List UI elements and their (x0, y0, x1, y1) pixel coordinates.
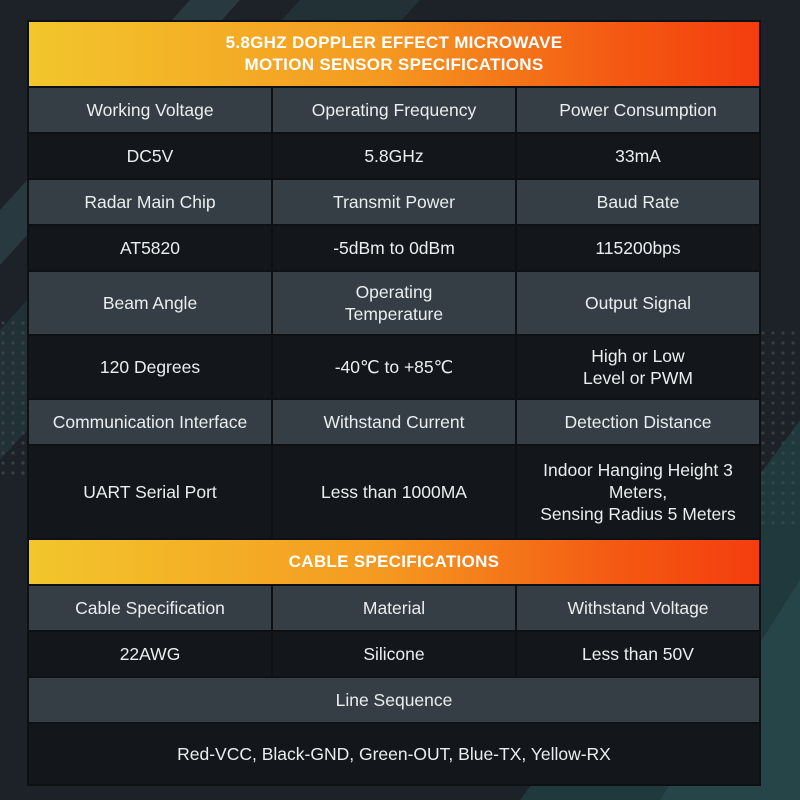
spec-row-labels-4 (29, 398, 759, 444)
value-communication-interface: UART Serial Port (29, 446, 271, 538)
label-cable-specification: Cable Specification (29, 586, 271, 630)
label-radar-main-chip: Radar Main Chip (29, 180, 271, 224)
spec-row-values-1 (29, 132, 759, 178)
value-working-voltage: DC5V (29, 134, 271, 178)
value-cable-specification: 22AWG (29, 632, 271, 676)
cable-title: CABLE SPECIFICATIONS (288, 552, 500, 571)
label-withstand-current: Withstand Current (271, 400, 515, 444)
spec-row-values-2 (29, 224, 759, 270)
value-radar-main-chip: AT5820 (29, 226, 271, 270)
line-sequence-label-row (29, 676, 759, 722)
label-baud-rate: Baud Rate (515, 180, 759, 224)
spec-row-labels-2 (29, 178, 759, 224)
value-operating-temperature: -40℃ to +85℃ (271, 336, 515, 398)
cable-row-values (29, 630, 759, 676)
value-beam-angle: 120 Degrees (29, 336, 271, 398)
spec-row-values-4 (29, 444, 759, 538)
label-communication-interface: Communication Interface (29, 400, 271, 444)
label-operating-frequency: Operating Frequency (271, 88, 515, 132)
spec-title-line1: 5.8GHZ DOPPLER EFFECT MICROWAVE (225, 33, 563, 52)
label-power-consumption: Power Consumption (515, 88, 759, 132)
spec-sheet (27, 20, 761, 786)
value-withstand-voltage: Less than 50V (515, 632, 759, 676)
value-operating-frequency: 5.8GHz (271, 134, 515, 178)
label-output-signal: Output Signal (515, 272, 759, 334)
value-power-consumption: 33mA (515, 134, 759, 178)
value-line-sequence: Red-VCC, Black-GND, Green-OUT, Blue-TX, Yellow-RX (29, 724, 759, 784)
value-material: Silicone (271, 632, 515, 676)
label-line-sequence: Line Sequence (29, 678, 759, 722)
value-baud-rate: 115200bps (515, 226, 759, 270)
cable-title-banner (29, 538, 759, 586)
line-sequence-value-row (29, 722, 759, 784)
label-material: Material (271, 586, 515, 630)
label-beam-angle: Beam Angle (29, 272, 271, 334)
label-detection-distance: Detection Distance (515, 400, 759, 444)
value-withstand-current: Less than 1000MA (271, 446, 515, 538)
spec-title-line2: MOTION SENSOR SPECIFICATIONS (244, 55, 544, 74)
label-operating-temperature: Operating Temperature (271, 272, 515, 334)
label-working-voltage: Working Voltage (29, 88, 271, 132)
spec-row-values-3 (29, 334, 759, 398)
spec-row-labels-3 (29, 270, 759, 334)
spec-row-labels-1 (29, 88, 759, 132)
spec-title-banner (29, 22, 759, 88)
cable-row-labels (29, 586, 759, 630)
label-withstand-voltage: Withstand Voltage (515, 586, 759, 630)
value-transmit-power: -5dBm to 0dBm (271, 226, 515, 270)
value-detection-distance: Indoor Hanging Height 3 Meters, Sensing Radius 5 Meters (515, 446, 759, 538)
label-transmit-power: Transmit Power (271, 180, 515, 224)
value-output-signal: High or Low Level or PWM (515, 336, 759, 398)
